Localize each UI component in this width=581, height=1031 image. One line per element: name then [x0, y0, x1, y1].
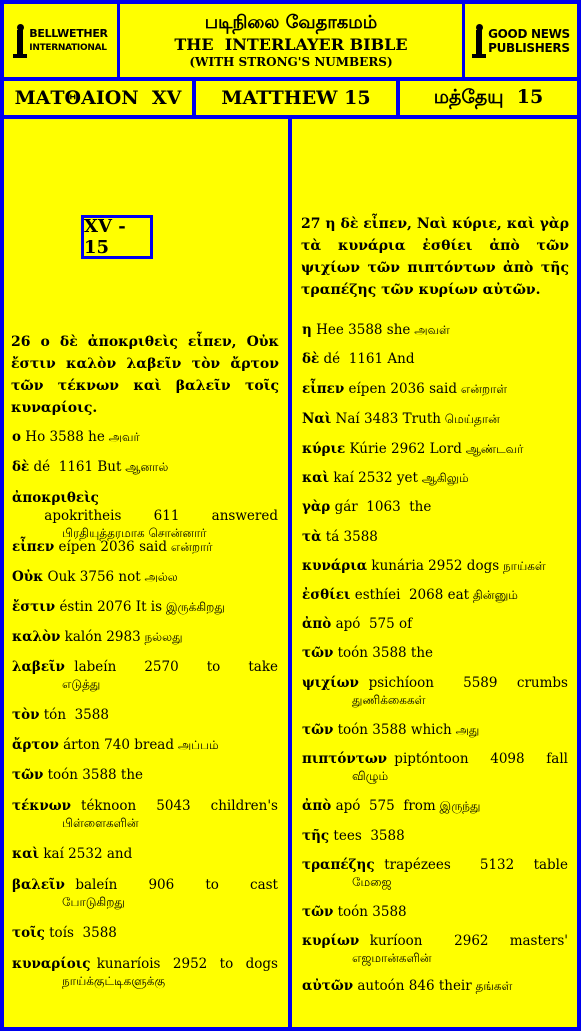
word-gloss: Ho 3588 he [21, 429, 105, 445]
word-gloss: Kúrie 2962 Lord [345, 441, 462, 457]
word-gloss: kalón 2983 [60, 629, 141, 645]
word-gloss: toón 3588 the [333, 645, 434, 661]
tamil-gloss: நல்லது [140, 630, 183, 644]
word-gloss: éstin 2076 It is [55, 599, 163, 615]
word-gloss: autoón 846 their [353, 978, 472, 994]
greek-word: καὶ [302, 470, 330, 486]
verse-text: ο δὲ ἀποκριθεὶς εἶπεν, Οὐκ ἔστιν καλὸν λαβεῖν τὸν ἄρτον τῶν τέκνων καὶ βαλεῖν τοῖς κυναρίοις. [11, 334, 279, 416]
word-entry [302, 410, 568, 428]
word-gloss: toón 3588 which [333, 722, 452, 738]
book-english: MATTHEW 15 [221, 87, 371, 109]
word-entry [12, 458, 278, 476]
word-entry [12, 736, 278, 754]
word-gloss: dé 1161 And [319, 351, 415, 367]
word-gloss: apó 575 from [331, 798, 436, 814]
left-logo-line2: INTERNATIONAL [29, 42, 107, 53]
verse-26 [11, 331, 279, 419]
greek-word: τραπέζης [302, 857, 375, 873]
verse-text: η δὲ εἶπεν, Ναὶ κύριε, καὶ γὰρ τὰ κυνάρια ἐσθίει ἀπὸ τῶν ψιχίων τῶν πιπτόντων ἀπὸ τῆς τραπέζης τῶν κυρίων αὐτῶν. [301, 216, 570, 298]
tamil-gloss: என்றார் [167, 540, 213, 554]
word-entry [302, 440, 568, 458]
word-gloss: psichíoon 5589 crumbs [358, 675, 568, 691]
word-gloss: Naí 3483 Truth [331, 411, 441, 427]
word-entry [302, 674, 568, 709]
verse-number: 27 [301, 216, 321, 232]
tamil-gloss: தின்னும் [469, 588, 518, 602]
word-entry [12, 797, 278, 832]
word-entry [12, 924, 278, 942]
word-gloss: apokritheis 611 answered [12, 508, 278, 524]
word-gloss: tá 3588 [321, 529, 378, 545]
word-entry [302, 350, 568, 368]
tamil-gloss: நாய்கள் [499, 559, 546, 573]
book-greek: ΜΑΤΘΑΙΟΝ XV [14, 87, 182, 109]
word-entry [12, 706, 278, 724]
word-entry [302, 827, 568, 845]
greek-word: κύριε [302, 441, 346, 457]
left-logo-panel [4, 4, 117, 77]
word-gloss: baleín 906 to cast [64, 877, 278, 893]
word-entry [12, 568, 278, 586]
word-gloss: esthíei 2068 eat [350, 587, 470, 603]
greek-word: τῶν [12, 767, 44, 783]
word-entry [302, 615, 568, 633]
tamil-gloss: போடுகிறது [62, 895, 125, 909]
greek-word: η [302, 322, 312, 338]
tamil-gloss: ஆகிலும் [417, 471, 469, 485]
left-logo-line1: BELLWETHER [29, 26, 108, 40]
tamil-gloss: தங்கள் [471, 979, 513, 993]
word-entry [302, 321, 568, 339]
greek-word: λαβεῖν [12, 659, 65, 675]
word-entry [302, 721, 568, 739]
greek-word: κυναρίοις [12, 956, 91, 972]
tamil-gloss: ஆண்டவர் [461, 442, 524, 456]
right-logo-line2: PUBLISHERS [488, 40, 570, 55]
greek-word: ἀπὸ [302, 616, 332, 632]
tamil-gloss: எடுத்து [62, 677, 101, 691]
word-entry [302, 856, 568, 891]
tamil-gloss: அது [451, 723, 480, 737]
chapter-label-text: XV - 15 [84, 216, 126, 258]
word-gloss: árton 740 bread [58, 737, 174, 753]
book-bar-english [196, 81, 396, 115]
greek-word: δὲ [302, 351, 320, 367]
greek-word: εἶπεν [12, 539, 55, 555]
good-news-logo [472, 24, 570, 58]
word-entry [302, 586, 568, 604]
word-entry [302, 380, 568, 398]
word-entry [302, 644, 568, 662]
chapter-label [81, 215, 153, 259]
tamil-gloss: அவர் [104, 430, 140, 444]
word-gloss: kunaríois 2952 to dogs [90, 956, 278, 972]
word-entry [302, 903, 568, 921]
word-gloss: eípen 2036 said [54, 539, 168, 555]
word-entry [302, 750, 568, 785]
greek-word: ἀπὸ [302, 798, 332, 814]
book-tamil: மத்தேயு 15 [433, 85, 544, 108]
header-title-panel [120, 4, 462, 77]
greek-word: τῆς [302, 828, 330, 844]
word-entry [12, 628, 278, 646]
greek-word: τῶν [302, 722, 334, 738]
tamil-gloss: என்றாள் [457, 382, 508, 396]
tamil-gloss: நாய்க்குட்டிகளுக்கு [62, 974, 166, 988]
word-entry [12, 658, 278, 693]
verse-27 [301, 213, 569, 301]
word-entry [12, 598, 278, 616]
greek-word: Οὐκ [12, 569, 44, 585]
tamil-gloss: அவள் [410, 323, 450, 337]
word-gloss: trapézees 5132 table [374, 857, 568, 873]
book-bar-tamil [400, 81, 577, 115]
tamil-gloss: விழும் [352, 769, 389, 783]
word-gloss: Ouk 3756 not [43, 569, 141, 585]
greek-word: τέκνων [12, 798, 71, 814]
word-gloss: toón 3588 the [43, 767, 144, 783]
verse-number: 26 [11, 334, 31, 350]
title-english: THE INTERLAYER BIBLE [174, 35, 408, 54]
tamil-gloss: அல்ல [140, 570, 178, 584]
tamil-gloss: இருக்கிறது [162, 600, 225, 614]
word-gloss: eípen 2036 said [344, 381, 458, 397]
word-entry [12, 876, 278, 911]
greek-word: καὶ [12, 846, 40, 862]
greek-word: τῶν [302, 645, 334, 661]
word-gloss: gár 1063 the [330, 499, 432, 515]
greek-word: αὐτῶν [302, 978, 354, 994]
tamil-gloss: பிரதியுத்தரமாக சொன்னார் [62, 526, 207, 540]
greek-word: ἄρτον [12, 737, 59, 753]
word-gloss: kaí 2532 yet [329, 470, 418, 486]
greek-word: ψιχίων [302, 675, 359, 691]
greek-word: βαλεῖν [12, 877, 65, 893]
tamil-gloss: மெய்தான் [440, 412, 500, 426]
word-entry [12, 428, 278, 446]
greek-word: γὰρ [302, 499, 331, 515]
word-entry [302, 932, 568, 967]
word-gloss: kaí 2532 and [39, 846, 133, 862]
word-entry [302, 557, 568, 575]
word-entry [12, 845, 278, 863]
greek-word: ἐσθίει [302, 587, 351, 603]
greek-word: πιπτόντων [302, 751, 388, 767]
tamil-gloss: எஜமான்களின் [352, 951, 432, 965]
right-logo-panel [465, 4, 577, 77]
tamil-gloss: இருந்து [435, 799, 481, 813]
word-gloss: kunária 2952 dogs [367, 558, 500, 574]
word-entry [12, 489, 278, 542]
word-gloss: Hee 3588 she [311, 322, 411, 338]
tamil-gloss: துணிக்கைகள் [352, 693, 426, 707]
word-entry [302, 977, 568, 995]
greek-word: εἶπεν [302, 381, 345, 397]
word-entry [12, 955, 278, 990]
greek-word: Ναὶ [302, 411, 332, 427]
greek-word: καλὸν [12, 629, 61, 645]
bellwether-logo [13, 24, 107, 58]
word-gloss: kuríoon 2962 masters' [359, 933, 568, 949]
tamil-gloss: அப்பம் [174, 738, 219, 752]
word-gloss: tees 3588 [329, 828, 405, 844]
greek-word: δὲ [12, 459, 30, 475]
book-bar-greek [4, 81, 192, 115]
word-gloss: téknoon 5043 children's [71, 798, 278, 814]
greek-word: τὰ [302, 529, 322, 545]
bellwether-figure-icon [13, 24, 27, 58]
greek-word: τῶν [302, 904, 334, 920]
word-entry [12, 766, 278, 784]
greek-word: κυρίων [302, 933, 360, 949]
title-tamil: படிநிலை வேதாகமம் [204, 12, 378, 33]
title-subtitle: (WITH STRONG'S NUMBERS) [189, 55, 393, 69]
greek-word: ο [12, 429, 22, 445]
word-gloss: labeín 2570 to take [64, 659, 278, 675]
greek-word: κυνάρια [302, 558, 368, 574]
right-logo-line1: GOOD NEWS [488, 26, 570, 41]
word-gloss: toón 3588 [333, 904, 407, 920]
word-entry [302, 528, 568, 546]
greek-word: ἀποκριθεὶς [12, 490, 99, 506]
tamil-gloss: மேஜை [352, 875, 392, 889]
word-gloss: tón 3588 [39, 707, 109, 723]
greek-word: τοῖς [12, 925, 45, 941]
word-gloss: piptóntoon 4098 fall [387, 751, 568, 767]
word-gloss: apó 575 of [331, 616, 413, 632]
tamil-gloss: பிள்ளைகளின் [62, 816, 139, 830]
good-news-figure-icon [472, 24, 486, 58]
word-entry [12, 538, 278, 556]
word-entry [302, 797, 568, 815]
tamil-gloss: ஆனால் [121, 460, 169, 474]
word-gloss: dé 1161 But [29, 459, 122, 475]
greek-word: τὸν [12, 707, 40, 723]
word-gloss: toís 3588 [44, 925, 117, 941]
greek-word: ἔστιν [12, 599, 56, 615]
word-entry [302, 498, 568, 516]
word-entry [302, 469, 568, 487]
